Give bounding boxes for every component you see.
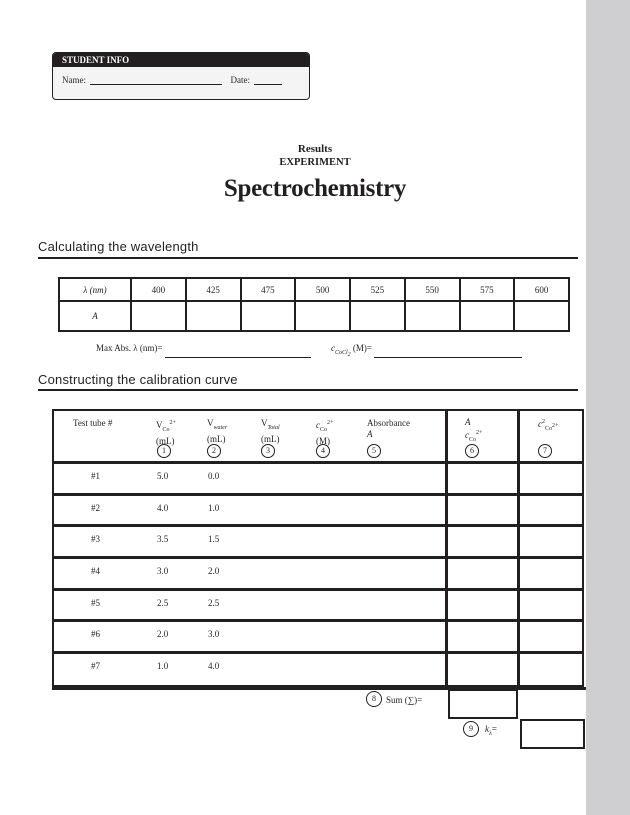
wavelength-cell: 550 bbox=[405, 278, 460, 301]
v-water-value: 2.5 bbox=[208, 598, 220, 608]
name-label: Name: bbox=[62, 75, 86, 85]
absorbance-input-cell[interactable] bbox=[295, 301, 350, 331]
row-divider bbox=[54, 619, 582, 622]
row-divider bbox=[54, 461, 582, 464]
row-divider bbox=[54, 493, 582, 496]
absorbance-input-cell[interactable] bbox=[514, 301, 569, 331]
absorbance-input-cell[interactable] bbox=[186, 301, 241, 331]
section-rule bbox=[38, 257, 578, 259]
wavelength-cell: 425 bbox=[186, 278, 241, 301]
column-number-1: 1 bbox=[157, 444, 171, 458]
v-co-value: 1.0 bbox=[157, 661, 169, 671]
section-title-calibration: Constructing the calibration curve bbox=[38, 372, 238, 387]
header-v-co: $V_{Co}^{2+}$ (mL) bbox=[156, 420, 176, 446]
section-title-wavelength: Calculating the wavelength bbox=[38, 239, 199, 254]
absorbance-input-cell[interactable] bbox=[405, 301, 460, 331]
name-field[interactable] bbox=[90, 76, 222, 85]
absorbance-input-cell[interactable] bbox=[131, 301, 186, 331]
wavelength-cell: 575 bbox=[460, 278, 515, 301]
column-divider bbox=[445, 411, 448, 685]
v-water-value: 3.0 bbox=[208, 629, 220, 639]
header-v-water: $V_{water}$ (mL) bbox=[207, 418, 228, 444]
sum-input-box[interactable] bbox=[448, 689, 518, 719]
sum-number: 8 bbox=[366, 691, 382, 707]
tube-number: #2 bbox=[91, 503, 100, 513]
conc-label: $c_{CoCl_2}$ bbox=[330, 343, 351, 358]
column-number-5: 5 bbox=[367, 444, 381, 458]
row-divider bbox=[54, 524, 582, 527]
column-number-7: 7 bbox=[538, 444, 552, 458]
student-info-fields bbox=[62, 75, 282, 85]
row-divider bbox=[54, 556, 582, 559]
v-co-value: 4.0 bbox=[157, 503, 169, 513]
v-water-value: 1.0 bbox=[208, 503, 220, 513]
date-field[interactable] bbox=[254, 76, 282, 85]
absorbance-input-cell[interactable] bbox=[460, 301, 515, 331]
wavelength-cell: 475 bbox=[241, 278, 296, 301]
row-divider bbox=[54, 588, 582, 591]
k-label: $k_\lambda=$ bbox=[485, 724, 497, 737]
k-number: 9 bbox=[463, 721, 479, 737]
v-co-value: 2.0 bbox=[157, 629, 169, 639]
header-c-squared: $c^2_{Co^{2+}}$ bbox=[538, 419, 559, 432]
k-input-box[interactable] bbox=[520, 719, 585, 749]
wavelength-cell: 600 bbox=[514, 278, 569, 301]
max-abs-field[interactable] bbox=[165, 349, 311, 358]
absorbance-row-label: A bbox=[59, 301, 131, 331]
max-abs-label: Max Abs. λ (nm)= bbox=[96, 343, 163, 353]
conc-field[interactable] bbox=[374, 349, 522, 358]
v-co-value: 2.5 bbox=[157, 598, 169, 608]
absorbance-input-cell[interactable] bbox=[241, 301, 296, 331]
section-rule bbox=[38, 389, 578, 391]
v-water-value: 2.0 bbox=[208, 566, 220, 576]
v-water-value: 1.5 bbox=[208, 534, 220, 544]
tube-number: #1 bbox=[91, 471, 100, 481]
wavelength-cell: 500 bbox=[295, 278, 350, 301]
student-info-box bbox=[52, 52, 310, 100]
v-co-value: 3.5 bbox=[157, 534, 169, 544]
page-margin-bar bbox=[586, 0, 630, 815]
column-number-4: 4 bbox=[316, 444, 330, 458]
absorbance-input-cell[interactable] bbox=[350, 301, 405, 331]
header-v-total: $V_{Total}$ (mL) bbox=[261, 418, 280, 444]
header-absorbance: Absorbance A bbox=[367, 418, 410, 439]
wavelength-cell: 400 bbox=[131, 278, 186, 301]
tube-number: #3 bbox=[91, 534, 100, 544]
v-water-value: 0.0 bbox=[208, 471, 220, 481]
header-test-tube: Test tube # bbox=[73, 418, 113, 428]
experiment-label: EXPERIMENT bbox=[279, 157, 351, 168]
tube-number: #6 bbox=[91, 629, 100, 639]
v-water-value: 4.0 bbox=[208, 661, 220, 671]
wavelength-row-label: λ (nm) bbox=[59, 278, 131, 301]
tube-number: #4 bbox=[91, 566, 100, 576]
page-title: Spectrochemistry bbox=[223, 175, 407, 202]
conc-label-tail: (M)= bbox=[350, 343, 372, 353]
wavelength-cell: 525 bbox=[350, 278, 405, 301]
header-c-co: $c_{Co}^{2+}$ (M) bbox=[316, 420, 334, 446]
column-divider bbox=[517, 411, 520, 685]
tube-number: #7 bbox=[91, 661, 100, 671]
wavelength-table bbox=[58, 277, 570, 332]
column-number-2: 2 bbox=[207, 444, 221, 458]
v-co-value: 5.0 bbox=[157, 471, 169, 481]
student-info-header: STUDENT INFO bbox=[53, 53, 309, 67]
tube-number: #5 bbox=[91, 598, 100, 608]
header-ratio: A $c_{Co}^{2+}$ bbox=[465, 417, 483, 443]
sum-label: Sum (∑)= bbox=[386, 695, 423, 705]
date-label: Date: bbox=[230, 75, 250, 85]
max-abs-row bbox=[96, 343, 522, 358]
results-label: Results bbox=[297, 143, 333, 155]
calibration-table bbox=[52, 409, 584, 687]
column-number-3: 3 bbox=[261, 444, 275, 458]
v-co-value: 3.0 bbox=[157, 566, 169, 576]
row-divider bbox=[54, 651, 582, 654]
column-number-6: 6 bbox=[465, 444, 479, 458]
